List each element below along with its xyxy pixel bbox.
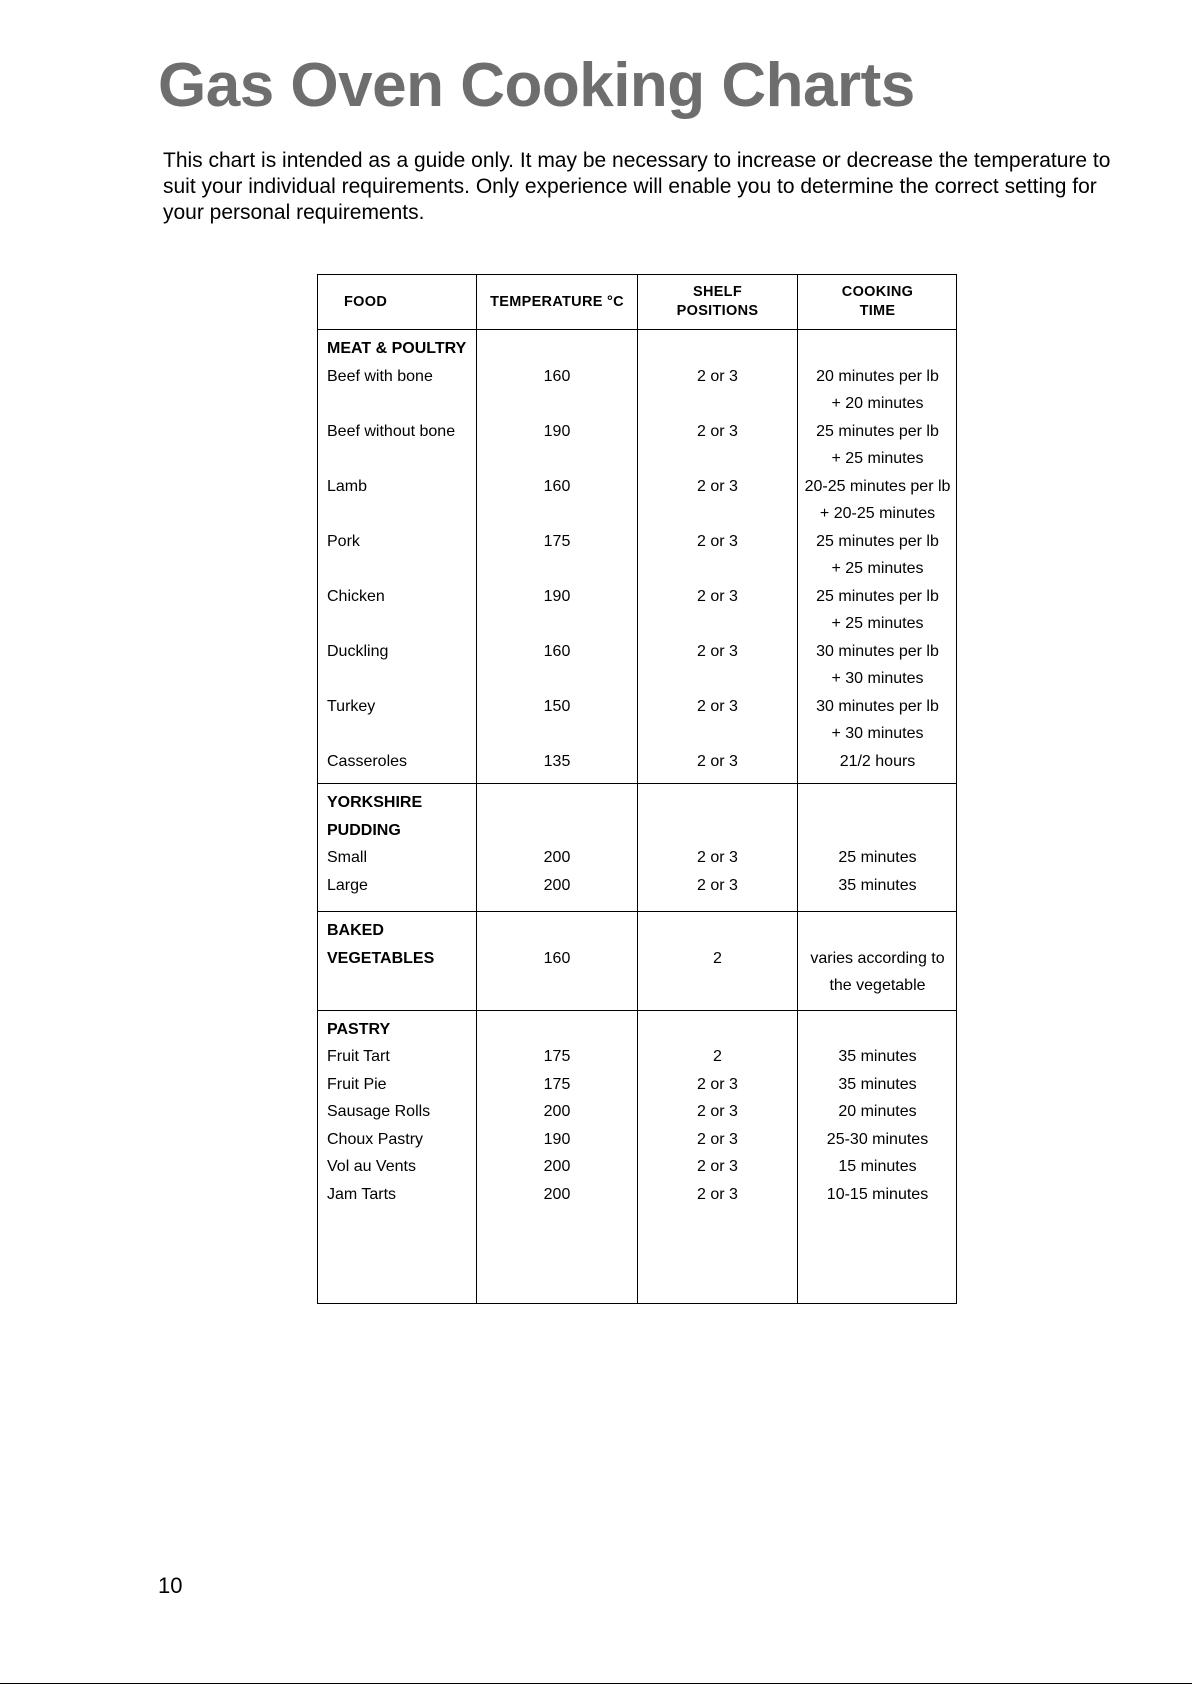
shelf-position-cell <box>638 555 797 583</box>
food-cell: Beef with bone <box>327 367 433 385</box>
food-cell: PASTRY <box>327 1020 391 1038</box>
food-cell: Lamb <box>327 477 368 495</box>
temperature-cell <box>477 500 637 528</box>
food-cell: Jam Tarts <box>327 1185 397 1203</box>
shelf-position-cell: 2 or 3 <box>697 1130 738 1148</box>
cooking-time-cell: 20-25 minutes per lb <box>804 477 951 495</box>
cooking-time-cell: 25 minutes <box>838 849 917 866</box>
cooking-time-cell: 21/2 hours <box>839 752 916 770</box>
cooking-time-cell: + 20 minutes <box>831 395 924 412</box>
temperature-cell: 160 <box>543 367 571 385</box>
food-cell <box>327 610 475 638</box>
food-cell <box>327 665 475 693</box>
shelf-position-cell <box>638 445 797 473</box>
temperature-cell: 190 <box>543 1130 571 1148</box>
food-cell: Casseroles <box>327 752 408 770</box>
temperature-cell: 150 <box>543 697 571 715</box>
cooking-time-cell: 25 minutes per lb <box>816 587 939 605</box>
temperature-cell <box>477 665 637 693</box>
temperature-cell: 200 <box>543 1158 571 1175</box>
cooking-time-cell: varies according to <box>810 949 945 967</box>
shelf-position-cell: 2 or 3 <box>697 1185 738 1203</box>
food-cell: Fruit Pie <box>327 1075 387 1093</box>
cooking-time-cell: 25-30 minutes <box>826 1130 929 1148</box>
shelf-position-cell: 2 or 3 <box>697 367 738 385</box>
cooking-time-cell: 25 minutes per lb <box>816 422 939 440</box>
temperature-cell: 200 <box>543 1185 571 1203</box>
food-cell <box>327 720 475 748</box>
food-cell: Chicken <box>327 587 385 605</box>
temperature-cell <box>477 817 637 845</box>
cooking-time-cell: 25 minutes per lb <box>816 532 939 550</box>
food-cell <box>327 555 475 583</box>
shelf-position-cell <box>638 789 797 817</box>
cooking-time-cell: the vegetable <box>829 977 926 994</box>
temperature-cell <box>477 445 637 473</box>
shelf-position-cell: 2 or 3 <box>697 1075 738 1093</box>
food-cell: Choux Pastry <box>327 1130 424 1148</box>
food-cell: BAKED <box>327 922 384 939</box>
shelf-position-cell <box>638 665 797 693</box>
temperature-cell: 160 <box>543 477 571 495</box>
cooking-time-cell: + 30 minutes <box>831 725 924 742</box>
temperature-cell <box>477 390 637 418</box>
header-cooking-time: COOKING TIME <box>841 284 914 319</box>
cooking-time-cell: + 25 minutes <box>831 615 924 632</box>
cooking-time-cell <box>798 1016 957 1044</box>
temperature-cell: 135 <box>543 752 571 770</box>
food-cell: Small <box>327 849 368 866</box>
shelf-position-cell: 2 or 3 <box>697 642 738 660</box>
shelf-position-cell <box>638 917 797 945</box>
food-cell: PUDDING <box>327 821 401 839</box>
cooking-time-cell <box>798 817 957 845</box>
food-cell <box>327 500 475 528</box>
shelf-position-cell <box>638 817 797 845</box>
shelf-position-cell <box>638 720 797 748</box>
cooking-time-cell: 35 minutes <box>838 1075 917 1093</box>
section-divider <box>318 1010 956 1011</box>
shelf-position-cell <box>638 500 797 528</box>
food-cell: VEGETABLES <box>327 949 435 967</box>
food-cell <box>327 972 475 1000</box>
food-cell: Turkey <box>327 697 376 715</box>
shelf-position-cell: 2 or 3 <box>697 876 738 894</box>
temperature-cell: 190 <box>543 587 571 605</box>
shelf-position-cell: 2 or 3 <box>697 477 738 495</box>
food-cell: Duckling <box>327 642 389 660</box>
header-divider <box>318 329 956 330</box>
cooking-time-cell <box>798 789 957 817</box>
shelf-position-cell: 2 or 3 <box>697 849 738 866</box>
cooking-time-cell: 35 minutes <box>838 876 917 894</box>
temperature-cell <box>477 789 637 817</box>
temperature-cell <box>477 335 637 363</box>
bottom-rule <box>0 1683 1192 1684</box>
cooking-time-cell: + 20-25 minutes <box>819 505 936 522</box>
cooking-time-cell: 30 minutes per lb <box>816 697 939 715</box>
shelf-position-cell <box>638 972 797 1000</box>
food-cell: Fruit Tart <box>327 1048 390 1065</box>
section-divider <box>318 783 956 784</box>
temperature-cell: 200 <box>543 849 571 866</box>
food-cell: Pork <box>327 532 360 550</box>
temperature-cell <box>477 720 637 748</box>
shelf-position-cell: 2 <box>713 1048 722 1065</box>
cooking-time-cell: 35 minutes <box>838 1048 917 1065</box>
shelf-position-cell: 2 <box>713 949 722 967</box>
header-temperature: TEMPERATURE °C <box>490 293 624 310</box>
temperature-cell <box>477 972 637 1000</box>
food-cell <box>327 390 475 418</box>
cooking-time-cell: 10-15 minutes <box>826 1185 929 1203</box>
cooking-time-cell: + 30 minutes <box>831 670 924 687</box>
cooking-time-cell: 20 minutes <box>838 1103 917 1120</box>
temperature-cell: 200 <box>543 876 571 894</box>
shelf-position-cell <box>638 1016 797 1044</box>
cooking-time-cell <box>798 917 957 945</box>
temperature-cell: 175 <box>543 532 571 550</box>
cooking-time-cell: + 25 minutes <box>831 450 924 467</box>
temperature-cell <box>477 917 637 945</box>
temperature-cell: 160 <box>543 949 571 967</box>
food-cell: MEAT & POULTRY <box>327 340 467 357</box>
shelf-position-cell: 2 or 3 <box>697 1103 738 1120</box>
temperature-cell: 190 <box>543 422 571 440</box>
food-cell: Large <box>327 876 368 894</box>
shelf-position-cell: 2 or 3 <box>697 752 738 770</box>
shelf-position-cell: 2 or 3 <box>697 532 738 550</box>
shelf-position-cell: 2 or 3 <box>697 1158 738 1175</box>
temperature-cell: 160 <box>543 642 571 660</box>
shelf-position-cell: 2 or 3 <box>697 697 738 715</box>
shelf-position-cell <box>638 335 797 363</box>
food-cell: Sausage Rolls <box>327 1103 431 1120</box>
food-cell: Beef without bone <box>327 422 456 440</box>
page-number: 10 <box>158 1573 183 1598</box>
shelf-position-cell: 2 or 3 <box>697 422 738 440</box>
temperature-cell: 175 <box>543 1075 571 1093</box>
food-cell <box>327 445 475 473</box>
shelf-position-cell <box>638 610 797 638</box>
cooking-time-cell: 30 minutes per lb <box>816 642 939 660</box>
cooking-time-cell <box>798 335 957 363</box>
temperature-cell <box>477 555 637 583</box>
header-shelf-positions: SHELF POSITIONS <box>676 284 759 319</box>
shelf-position-cell: 2 or 3 <box>697 587 738 605</box>
temperature-cell: 200 <box>543 1103 571 1120</box>
temperature-cell: 175 <box>543 1048 571 1065</box>
temperature-cell <box>477 610 637 638</box>
cooking-time-cell: 20 minutes per lb <box>816 367 939 385</box>
header-food: FOOD <box>344 293 388 310</box>
cooking-time-cell: 15 minutes <box>838 1158 917 1175</box>
food-cell: YORKSHIRE <box>327 794 423 811</box>
food-cell: Vol au Vents <box>327 1158 416 1175</box>
section-divider <box>318 911 956 912</box>
temperature-cell <box>477 1016 637 1044</box>
page-title: Gas Oven Cooking Charts <box>158 51 915 120</box>
cooking-time-cell: + 25 minutes <box>831 560 924 577</box>
cooking-chart-table <box>317 274 957 1304</box>
shelf-position-cell <box>638 390 797 418</box>
intro-paragraph: This chart is intended as a guide only. It may be necessary to increase or decrease the temperature to suit your individual requirements. Only experience will enable you to determine the correct setting for your personal requirements. <box>163 149 1111 224</box>
